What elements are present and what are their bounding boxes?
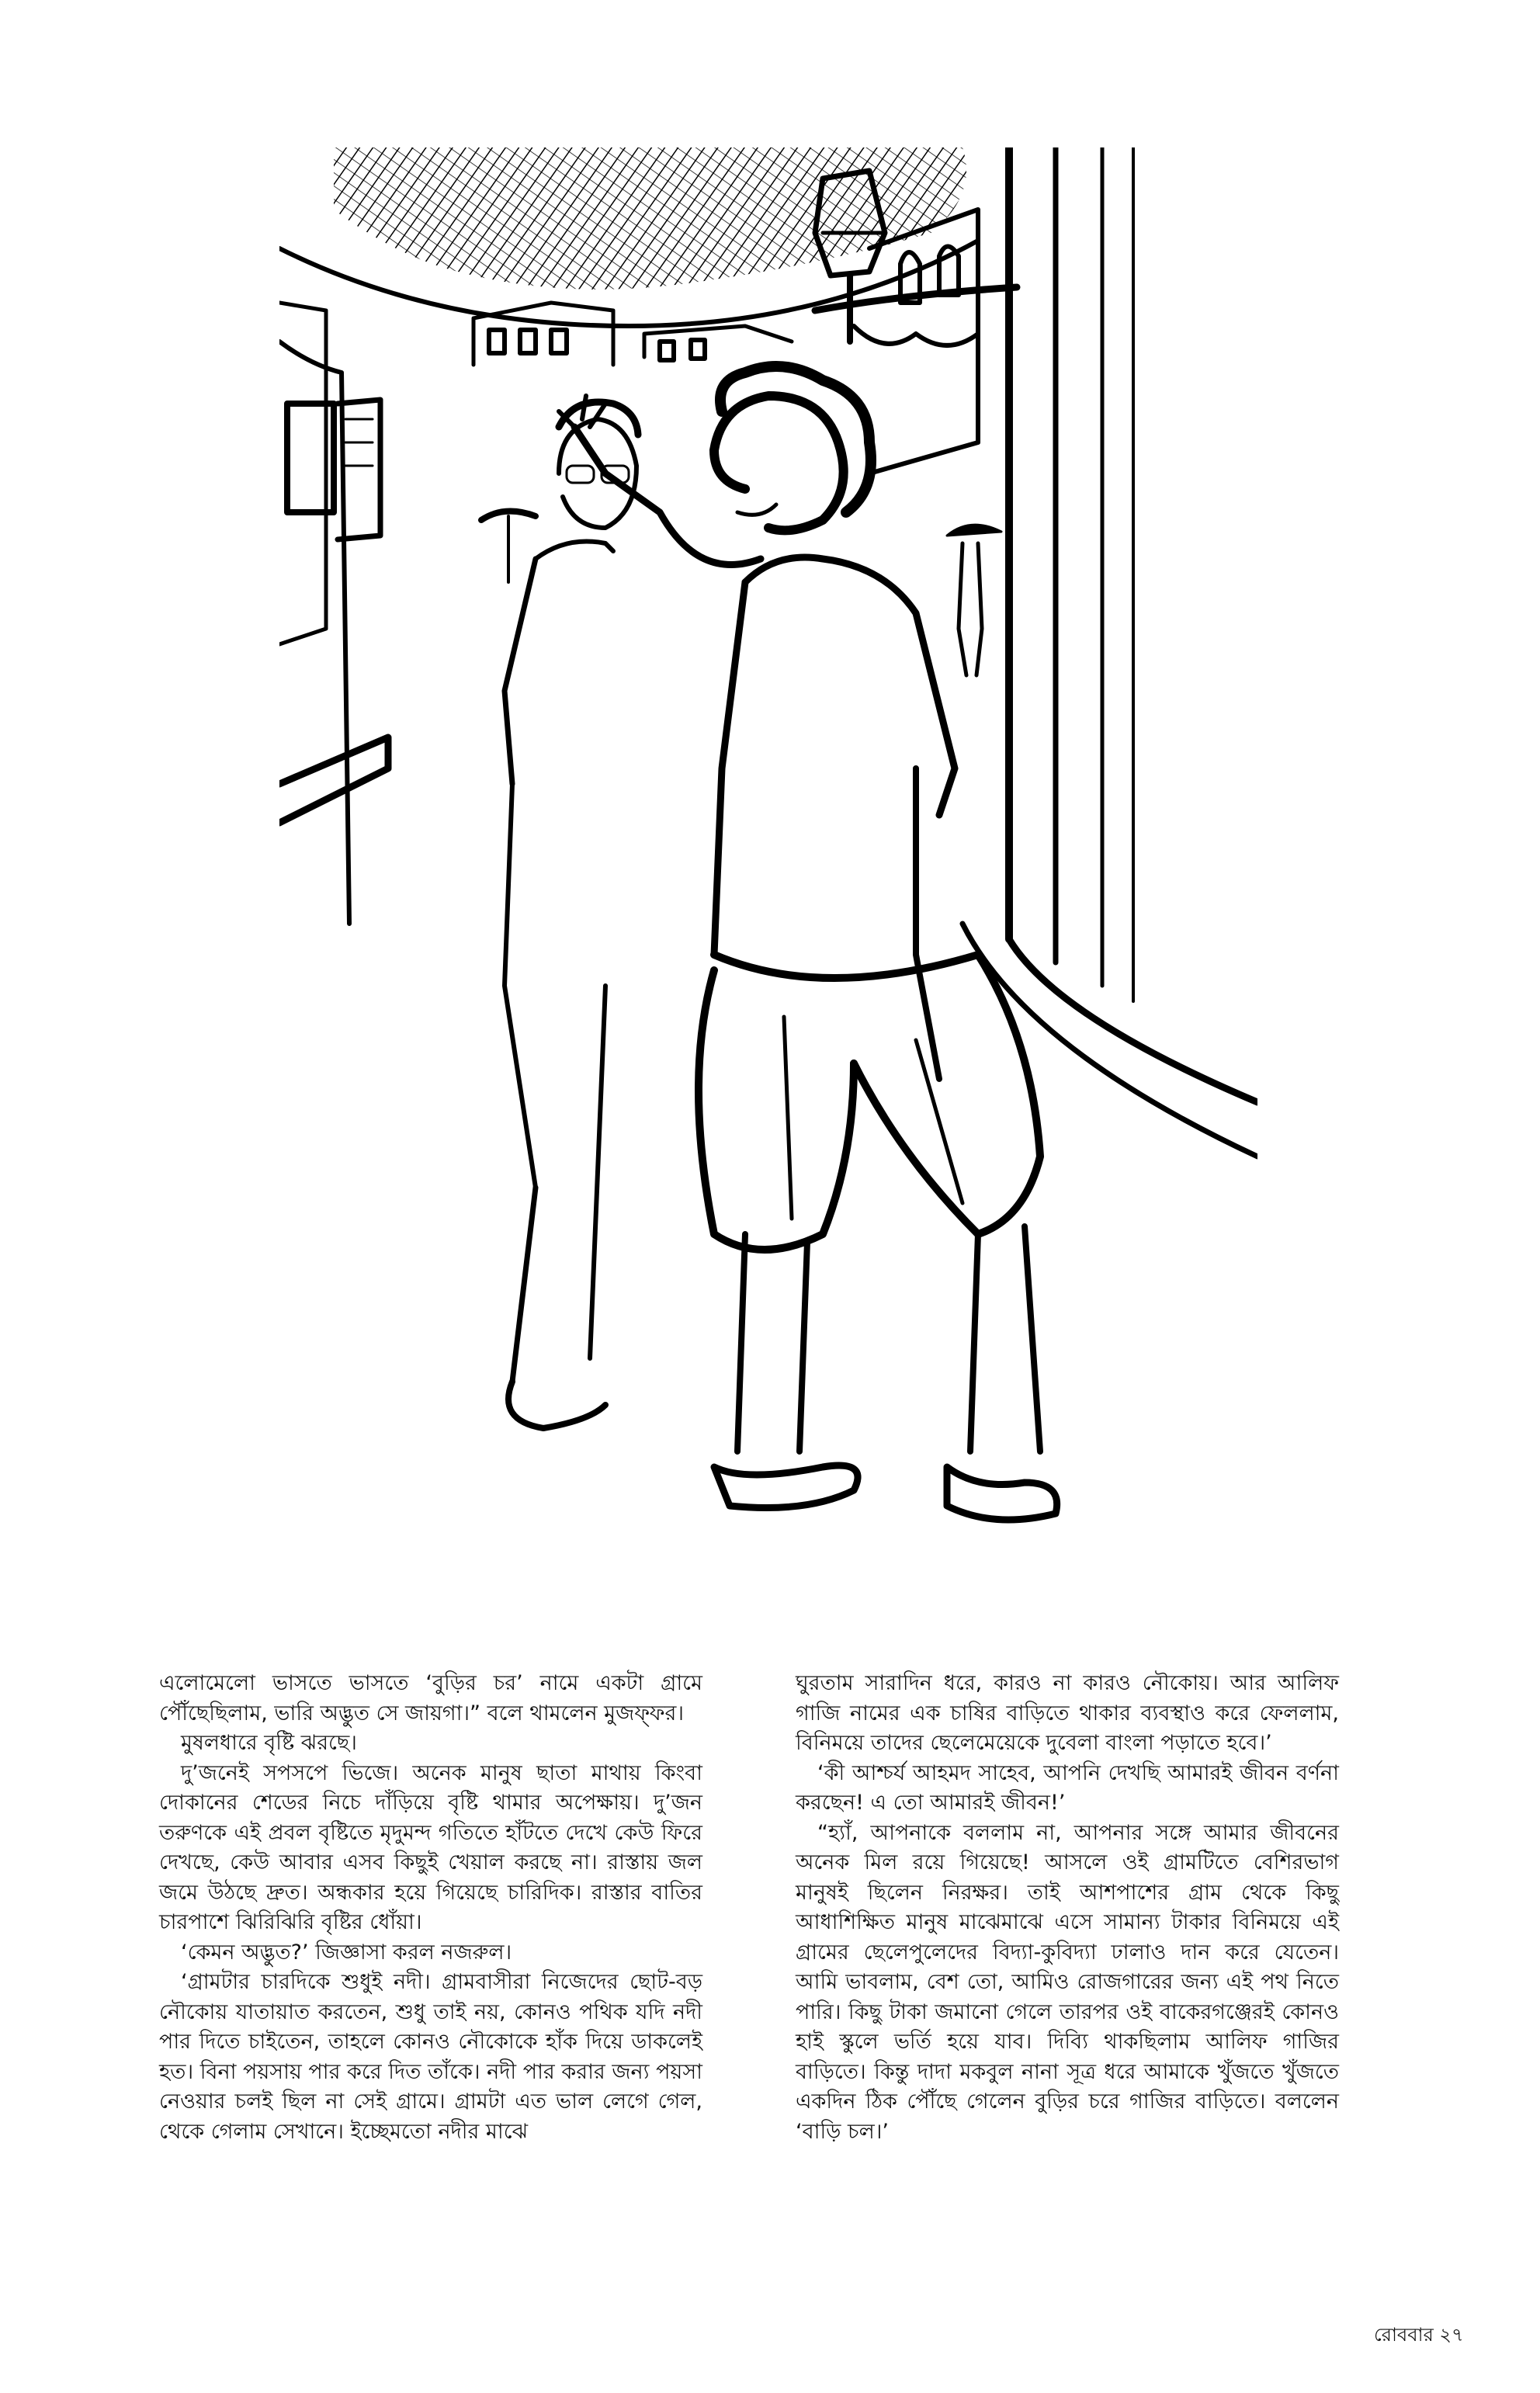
street-scene-drawing (279, 147, 1257, 1653)
paragraph: এলোমেলো ভাসতে ভাসতে ‘বুড়ির চর’ নামে একটা গ্রামে পৌঁছেছিলাম, ভারি অদ্ভুত সে জায়গা।” বলে থামলেন মুজফ্‌ফর। (159, 1671, 702, 1725)
paragraph: ‘কী আশ্চর্য আহমদ সাহেব, আপনি দেখছি আমারই জীবন বর্ণনা করছেন! এ তো আমারই জীবন!’ (796, 1760, 1339, 1815)
paragraph: ‘কেমন অদ্ভুত?’ জিজ্ঞাসা করল নজরুল। (181, 1940, 512, 1965)
paragraph: মুষলধারে বৃষ্টি ঝরছে। (181, 1731, 357, 1755)
article-column-left (159, 1669, 702, 2147)
paragraph: ঘুরতাম সারাদিন ধরে, কারও না কারও নৌকোয়। আর আলিফ গাজি নামের এক চাষির বাড়িতে থাকার ব্যবস্থাও করে ফেললাম, বিনিময়ে তাদের ছেলেমেয়েকে দুবেলা বাংলা পড়াতে হবে।’ (796, 1671, 1339, 1755)
page-folio: রোববার ২৭ (1374, 2324, 1464, 2346)
paragraph: “হ্যাঁ, আপনাকে বললাম না, আপনার সঙ্গে আমার জীবনের অনেক মিল রয়ে গিয়েছে! আসলে ওই গ্রামটিতে বেশিরভাগ মানুষই ছিলেন নিরক্ষর। তাই আশপাশের গ্রাম থেকে কিছু আধাশিক্ষিত মানুষ মাঝেমাঝে এসে সামান্য টাকার বিনিময়ে এই গ্রামের ছেলেপুলেদের বিদ্যা-কুবিদ্যা ঢালাও দান করে যেতেন। আমি ভাবলাম, বেশ তো, আমিও রোজগারের জন্য এই পথ নিতে পারি। কিছু টাকা জমানো গেলে তারপর ওই বাকেরগঞ্জেরই কোনও হাই স্কুলে ভর্তি হয়ে যাব। দিব্যি থাকছিলাম আলিফ গাজির বাড়িতে। কিন্তু দাদা মকবুল নানা সূত্র ধরে আমাকে খুঁজতে খুঁজতে একদিন ঠিক পৌঁছে গেলেন বুড়ির চরে গাজির বাড়িতে। বললেন ‘বাড়ি চল।’ (796, 1820, 1339, 2144)
paragraph: ‘গ্রামটার চারদিকে শুধুই নদী। গ্রামবাসীরা নিজেদের ছোট-বড় নৌকোয় যাতায়াত করতেন, শুধু তাই নয়, কোনও পথিক যদি নদী পার দিতে চাইতেন, তাহলে কোনও নৌকোকে হাঁক দিয়ে ডাকলেই হত। বিনা পয়সায় পার করে দিত তাঁকে। নদী পার করার জন্য পয়সা নেওয়ার চলই ছিল না সেই গ্রামে। গ্রামটা এত ভাল লেগে গেল, থেকে গেলাম সেখানে। ইচ্ছেমতো নদীর মাঝে (159, 1970, 702, 2144)
paragraph: দু’জনেই সপসপে ভিজে। অনেক মানুষ ছাতা মাথায় কিংবা দোকানের শেডের নিচে দাঁড়িয়ে বৃষ্টি থামার অপেক্ষায়। দু’জন তরুণকে এই প্রবল বৃষ্টিতে মৃদুমন্দ গতিতে হাঁটতে দেখে কেউ ফিরে দেখছে, কেউ আবার এসব কিছুই খেয়াল করছে না। রাস্তায় জল জমে উঠছে দ্রুত। অন্ধকার হয়ে গিয়েছে চারিদিক। রাস্তার বাতির চারপাশে ঝিরিঝিরি বৃষ্টির ধোঁয়া। (159, 1760, 702, 1934)
illustration (279, 147, 1257, 1653)
article-column-right (796, 1669, 1339, 2147)
